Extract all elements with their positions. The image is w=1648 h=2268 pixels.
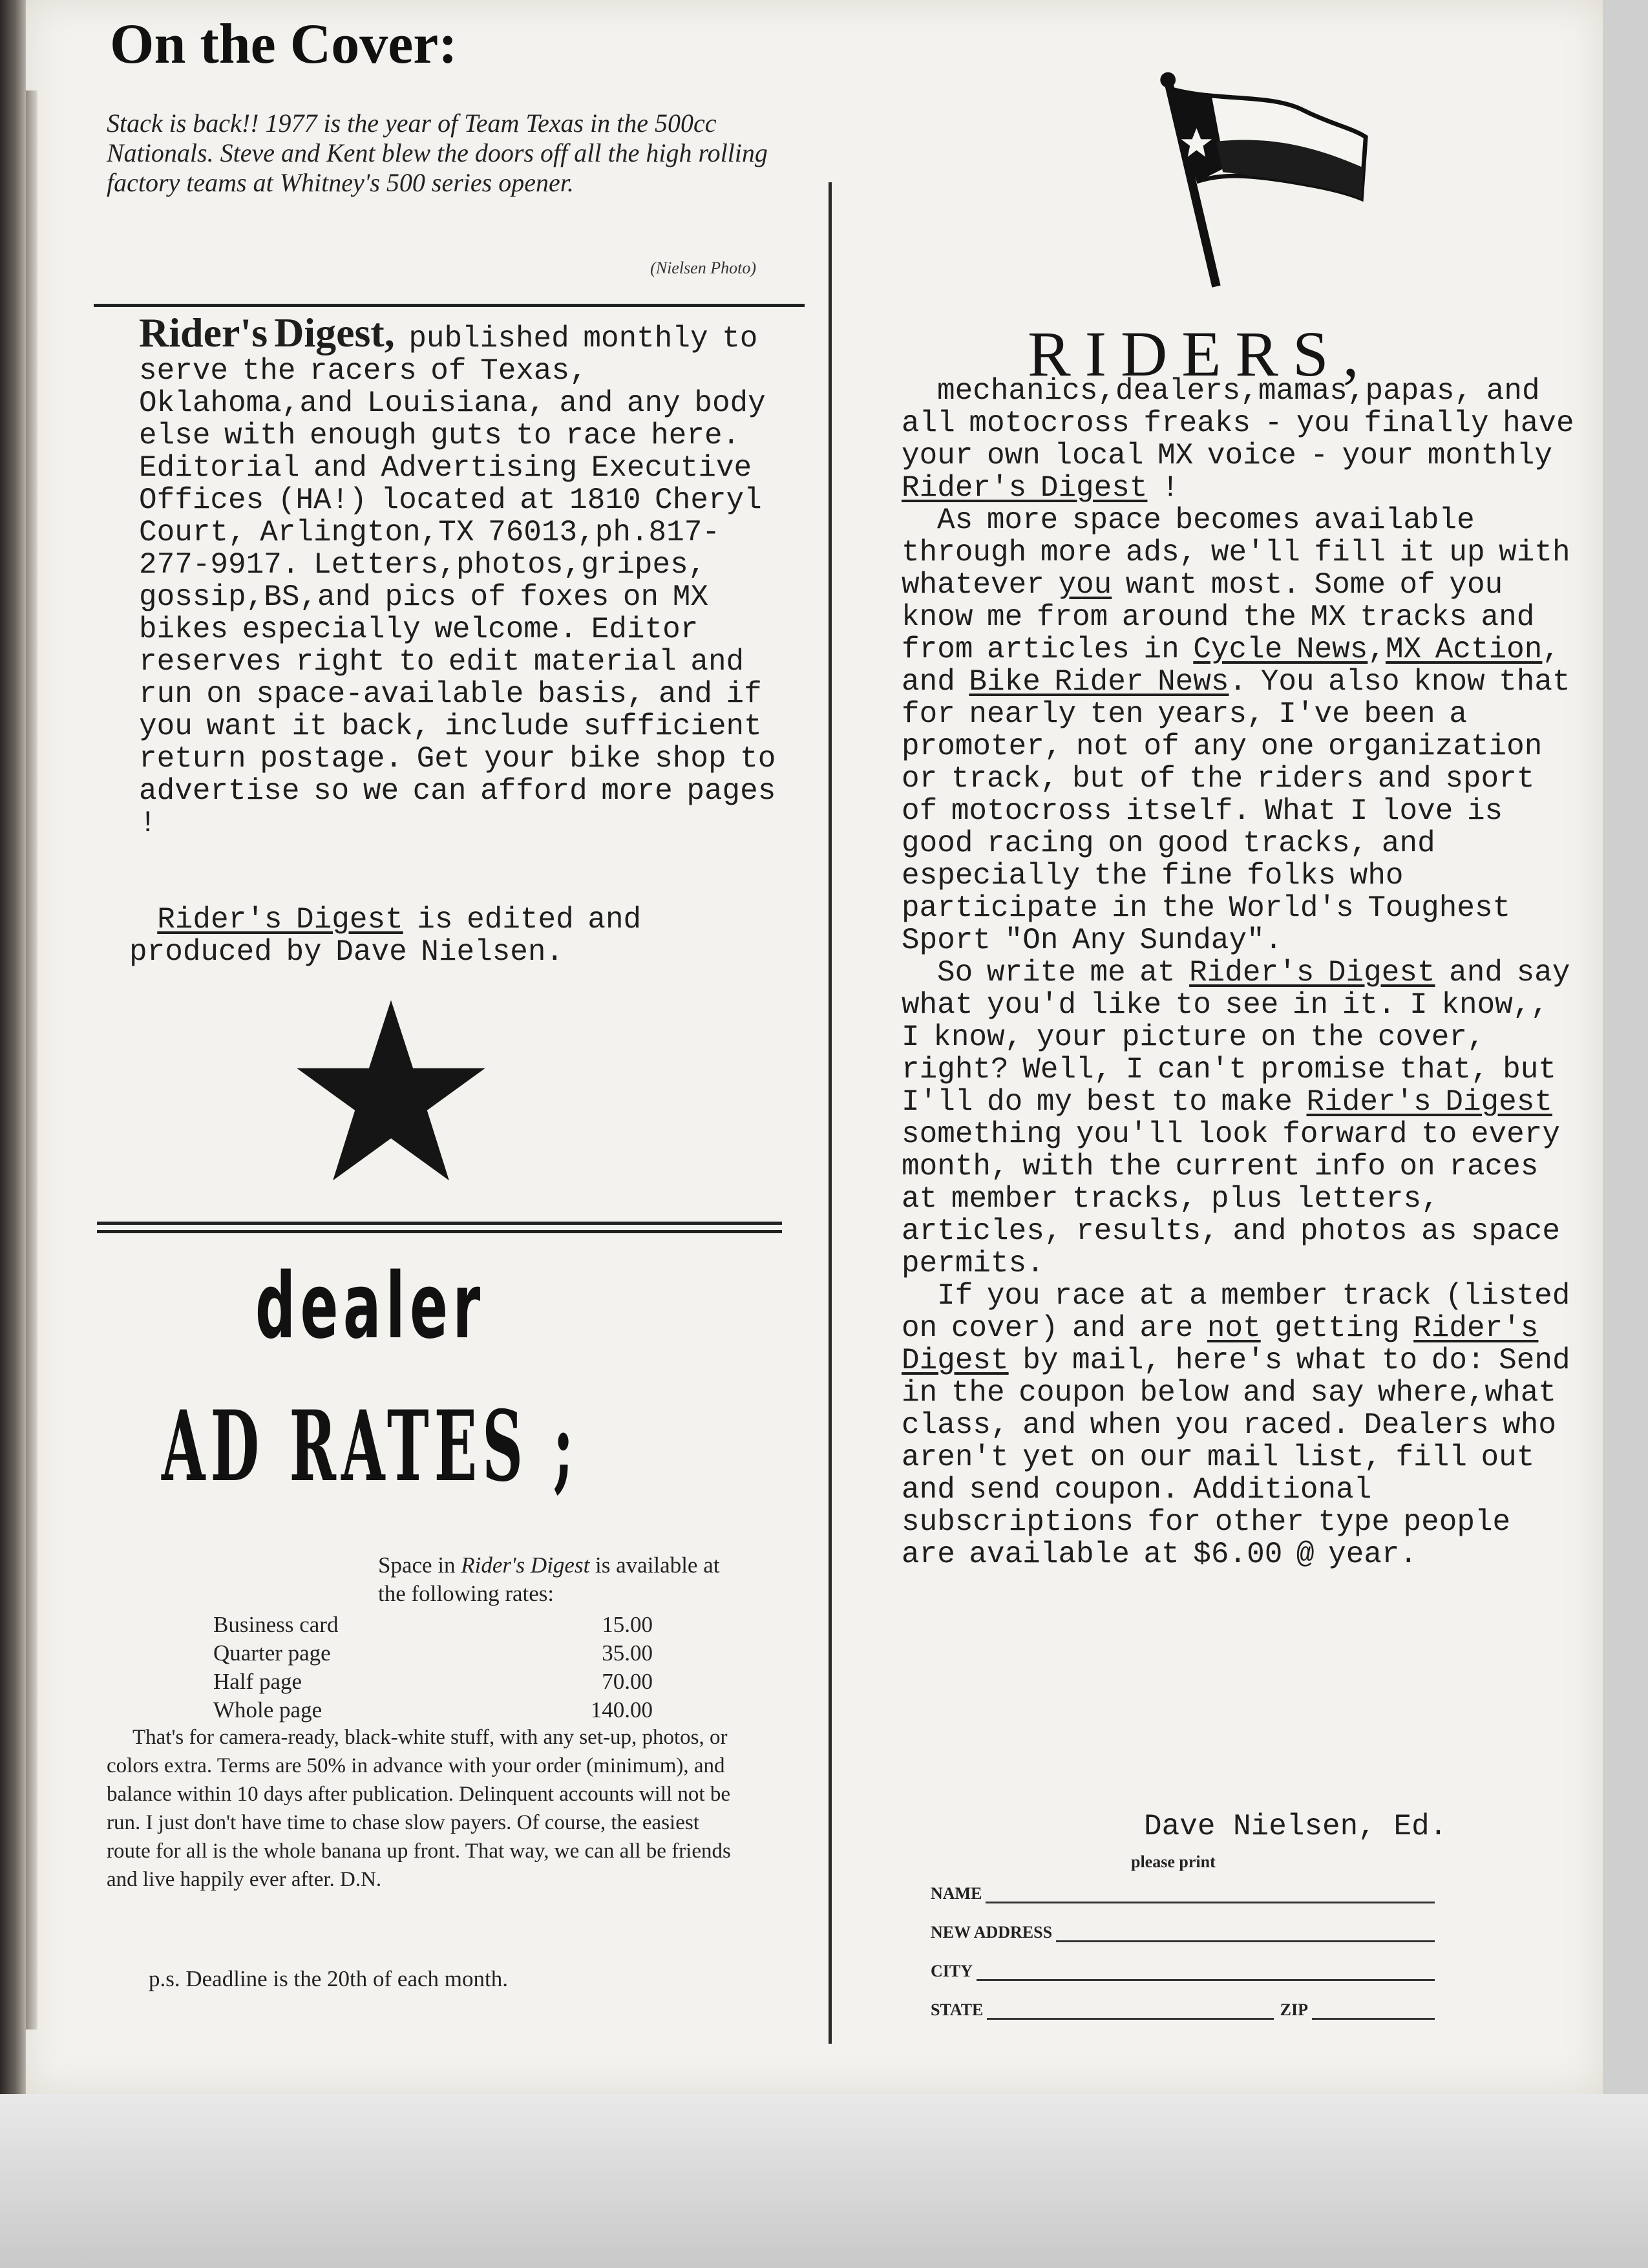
- coupon-name-field[interactable]: [986, 1882, 1435, 1903]
- letter-emphasis: you: [1058, 568, 1112, 602]
- letter-text: So write me at: [937, 956, 1190, 990]
- letter-publication: Bike Rider News: [969, 665, 1229, 699]
- coupon-city-row: [931, 1955, 1435, 1981]
- coupon-address-field[interactable]: [1056, 1921, 1435, 1942]
- coupon-city-label: CITY: [931, 1962, 973, 1980]
- rate-row: [213, 1668, 653, 1696]
- letter-text: As more space becomes available through more ads, we'll fill it up with whatever: [902, 503, 1570, 602]
- rate-price: 140.00: [590, 1697, 653, 1722]
- coupon-state-row: [931, 1994, 1435, 2020]
- cover-caption: Stack is back!! 1977 is the year of Team Texas in the 500cc Nationals. Steve and Kent blew the doors off all the high rolling factory teams at Whitney's 500 series opener.: [107, 109, 768, 197]
- letter-paragraph: [902, 504, 1577, 957]
- letter-text: by mail, here's what to do: Send in the coupon below and say where,what class, and when you raced. Dealers who aren't yet on our mail list, fill out and send coupon. Additional subscriptions for other type people are available at $6.00 @ year.: [902, 1344, 1570, 1571]
- page-fold-shadow: [26, 90, 37, 2030]
- rate-item: Half page: [213, 1669, 302, 1694]
- rate-item: Business card: [213, 1612, 339, 1637]
- letter-text: , and: [902, 633, 1560, 699]
- letter-paragraph: [902, 375, 1577, 504]
- rate-price: 15.00: [602, 1612, 653, 1637]
- letter-pub-name: Rider's Digest: [1189, 956, 1435, 990]
- letter-emphasis: not: [1207, 1311, 1261, 1345]
- editor-credit: [129, 904, 776, 968]
- editor-credit-text: is edited and produced by Dave Nielsen.: [129, 903, 642, 969]
- coupon-name-row: [931, 1878, 1435, 1903]
- letter-pub-name: Rider's Digest: [1306, 1085, 1552, 1119]
- letter-text: want most. Some of you know me from around the MX tracks and from articles in: [902, 568, 1535, 666]
- letter-paragraph: [902, 957, 1577, 1280]
- rate-item: Whole page: [213, 1697, 322, 1722]
- letter-text: and say what you'd like to see in it. I know,, I know, your picture on the cover, right? Well, I can't promise that, but I'll do my best to make: [902, 956, 1570, 1119]
- letter-pub-name: Rider's Digest: [902, 471, 1148, 505]
- rate-price: 70.00: [602, 1669, 653, 1694]
- please-print-note: please print: [1131, 1852, 1216, 1871]
- masthead-body: published monthly to serve the racers of Texas, Oklahoma,and Louisiana, and any body else with enough guts to race here. Editorial and Advertising Executive Offices (HA!) located at 1810 Cheryl Court, Arlington,TX 76013,ph.817-277-9917. Letters,photos,gripes, gossip,BS,and pics of foxes on MX bikes especially welcome. Editor reserves right to edit material and run on space-available basis, and if you want it back, include sufficient return postage. Get your bike shop to advertise so we can afford more pages !: [139, 322, 776, 840]
- letter-signoff: Dave Nielsen, Ed.: [1144, 1810, 1448, 1843]
- ad-rates-heading: AD RATES ;: [162, 1390, 579, 1503]
- coupon-zip-label: ZIP: [1280, 2000, 1308, 2019]
- photo-credit: (Nielsen Photo): [650, 259, 756, 277]
- masthead-block: [139, 310, 785, 840]
- column-divider: [829, 182, 832, 2044]
- rate-table-body: [213, 1611, 653, 1724]
- letter-publication: Cycle News: [1193, 633, 1368, 666]
- rate-row: [213, 1696, 653, 1724]
- double-rule: [97, 1222, 782, 1233]
- riders-letter: [902, 375, 1577, 1571]
- scan-backdrop: [0, 2094, 1648, 2268]
- letter-text: If you race at a member track (listed on cover) and are: [902, 1279, 1570, 1345]
- section-rule: [94, 304, 805, 307]
- texas-flag-icon: [1150, 71, 1370, 291]
- riders-heading: RIDERS,: [1028, 318, 1373, 390]
- letter-text: . You also know that for nearly ten years, I've been a promoter, not of any one organization or track, but of the riders and sport of motocross itself. What I love is good racing on good tracks, and especially the fine folks who participate in the World's Toughest Sport "On Any Sunday".: [902, 665, 1570, 957]
- coupon-state-label: STATE: [931, 2000, 984, 2019]
- letter-text: getting: [1260, 1311, 1414, 1345]
- editor-credit-pub-name: Rider's Digest: [157, 903, 403, 937]
- letter-publication: MX Action: [1385, 633, 1543, 666]
- rate-row: [213, 1639, 653, 1668]
- star-icon: [291, 995, 491, 1189]
- letter-text: something you'll look forward to every month, with the current info on races at member tracks, plus letters, articles, results, and photos as space permits.: [902, 1118, 1560, 1280]
- coupon-state-field[interactable]: [987, 1998, 1273, 2020]
- rates-intro-text: Space in: [378, 1553, 461, 1578]
- rate-terms: That's for camera-ready, black-white stuff, with any set-up, photos, or colors extra. Terms are 50% in advance with your order (minimum), and balance within 10 days after publication. Delinquent accounts will not be run. I just don't have time to chase slow payers. Of course, the easiest route for all is the whole banana up front. That way, we can all be friends and live happily ever after. D.N.: [107, 1726, 731, 1891]
- rates-intro-text-end: is available at the following rates:: [378, 1553, 720, 1606]
- coupon-address-label: NEW ADDRESS: [931, 1923, 1053, 1942]
- coupon-zip-field[interactable]: [1312, 1998, 1435, 2020]
- letter-text: mechanics,dealers,mamas,papas, and all motocross freaks - you finally have your own local MX voice - your monthly: [902, 374, 1574, 472]
- letter-paragraph: [902, 1280, 1577, 1571]
- rate-table: [213, 1611, 653, 1724]
- letter-text: !: [1147, 471, 1179, 505]
- rates-intro: [107, 1551, 740, 1608]
- masthead-pub-name: Rider's Digest,: [139, 310, 395, 355]
- letter-text: ,: [1368, 633, 1386, 666]
- dealer-heading: dealer: [255, 1254, 485, 1359]
- letter-pub-name: Rider's Digest: [902, 1311, 1539, 1377]
- deadline-note: p.s. Deadline is the 20th of each month.: [149, 1966, 508, 1991]
- rates-intro-line: [107, 1551, 740, 1608]
- rate-row: [213, 1611, 653, 1639]
- coupon-city-field[interactable]: [977, 1960, 1435, 1981]
- page-binding-edge: [0, 0, 26, 2094]
- coupon-address-row: [931, 1916, 1435, 1942]
- coupon-name-label: NAME: [931, 1884, 982, 1903]
- rate-price: 35.00: [602, 1640, 653, 1666]
- cover-heading: On the Cover:: [110, 13, 458, 76]
- rates-intro-pub-name: Rider's Digest: [461, 1553, 590, 1578]
- rate-item: Quarter page: [213, 1640, 331, 1666]
